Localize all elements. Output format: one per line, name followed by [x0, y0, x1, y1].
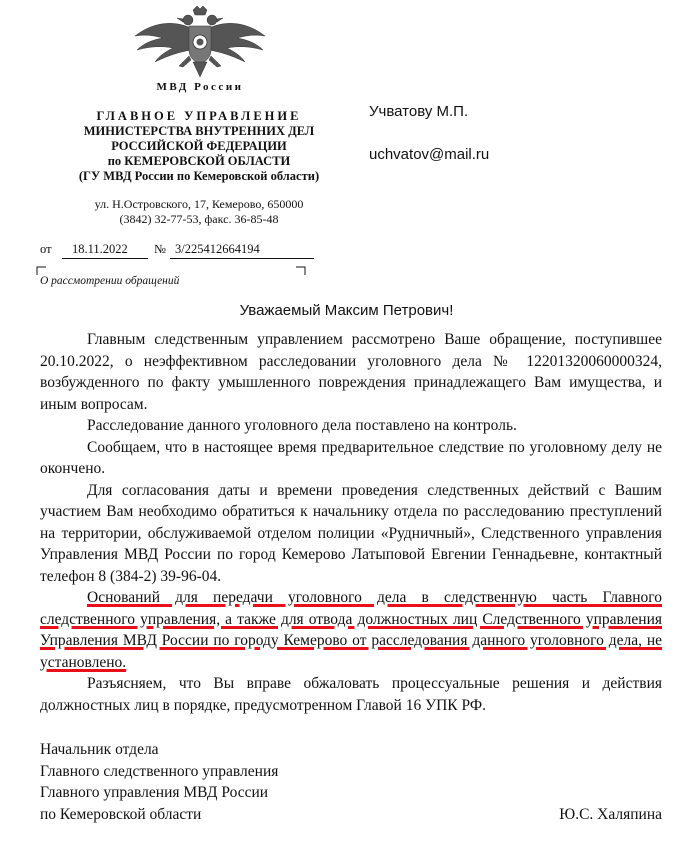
- department-phone: (3842) 32-77-53, факс. 36-85-48: [119, 212, 279, 226]
- number-underline: [170, 258, 314, 259]
- signatory-title-line2: Главного следственного управления: [40, 762, 279, 780]
- date-prefix: от: [40, 242, 52, 256]
- department-line1: ГЛАВНОЕ УПРАВЛЕНИЕ: [96, 109, 302, 123]
- department-line3: РОССИЙСКОЙ ФЕДЕРАЦИИ: [111, 139, 287, 153]
- emblem-eagle-icon: [133, 6, 267, 78]
- red-underline-highlight: Оснований для передачи уголовного дела в следственную часть Главного следственного управления, а также для отвода должностных лиц Следственного управления Управления МВД России по городу Кемерово от расследования данного уголовного дела, не установлено.: [40, 589, 662, 671]
- paragraph-1: Главным следственным управлением рассмотрено Ваше обращение, поступившее 20.10.2022, о неэффективном расследовании уголовного дела № 12201320060000324, возбужденного по факту умышленного повреждения принадлежащего Вам имущества, и иным вопросам.: [40, 331, 662, 413]
- department-line5: (ГУ МВД России по Кемеровской области): [78, 169, 320, 183]
- registration-line: [40, 242, 320, 260]
- paragraph-2: Расследование данного уголовного дела поставлено на контроль.: [87, 417, 517, 434]
- department-line4: по КЕМЕРОВСКОЙ ОБЛАСТИ: [107, 154, 291, 168]
- closing-paragraph: Разъясняем, что Вы вправе обжаловать процессуальные решения и действия должностных лиц в порядке, предусмотренном Главой 16 УПК РФ.: [40, 675, 662, 714]
- recipient-email: uchvatov@mail.ru: [369, 146, 490, 163]
- department-address-block: [40, 197, 358, 227]
- subject-line: О рассмотрении обращений: [40, 275, 180, 287]
- salutation: Уважаемый Максим Петрович!: [239, 302, 454, 319]
- signature-block: [40, 739, 662, 825]
- department-line2: МИНИСТЕРСТВА ВНУТРЕННИХ ДЕЛ: [83, 124, 315, 138]
- registration-number: 3/225412664194: [175, 242, 260, 256]
- ministry-name: МВД России: [156, 81, 244, 93]
- department-header: [40, 109, 358, 184]
- department-address: ул. Н.Островского, 17, Кемерово, 650000: [94, 197, 304, 211]
- paragraph-3: Сообщаем, что в настоящее время предварительное следствие по уголовному делу не окончено.: [40, 438, 662, 477]
- date-underline: [62, 258, 148, 259]
- highlighted-paragraph: [40, 587, 662, 673]
- registration-date: 18.11.2022: [72, 242, 128, 256]
- recipient-block: [369, 102, 489, 165]
- letter-body: [40, 329, 662, 716]
- signatory-name: Ю.С. Халяпина: [559, 805, 662, 823]
- number-prefix: №: [154, 242, 166, 256]
- paragraph-4: Для согласования даты и времени проведения следственных действий с Вашим участием Вам необходимо обратиться к начальнику отдела по расследованию преступлений на территории, обслуживаемой отделом полиции «Рудничный», Следственного управления Управления МВД России по город Кемерово Латыповой Евгении Геннадьевне, контактный телефон 8 (384-2) 39-96-04.: [40, 481, 662, 585]
- signatory-title-line1: Начальник отдела: [40, 741, 159, 758]
- recipient-name: Учватову М.П.: [369, 103, 469, 120]
- signatory-title-line3: Главного управления МВД России: [40, 784, 269, 801]
- signatory-title-line4: по Кемеровской области: [40, 805, 202, 823]
